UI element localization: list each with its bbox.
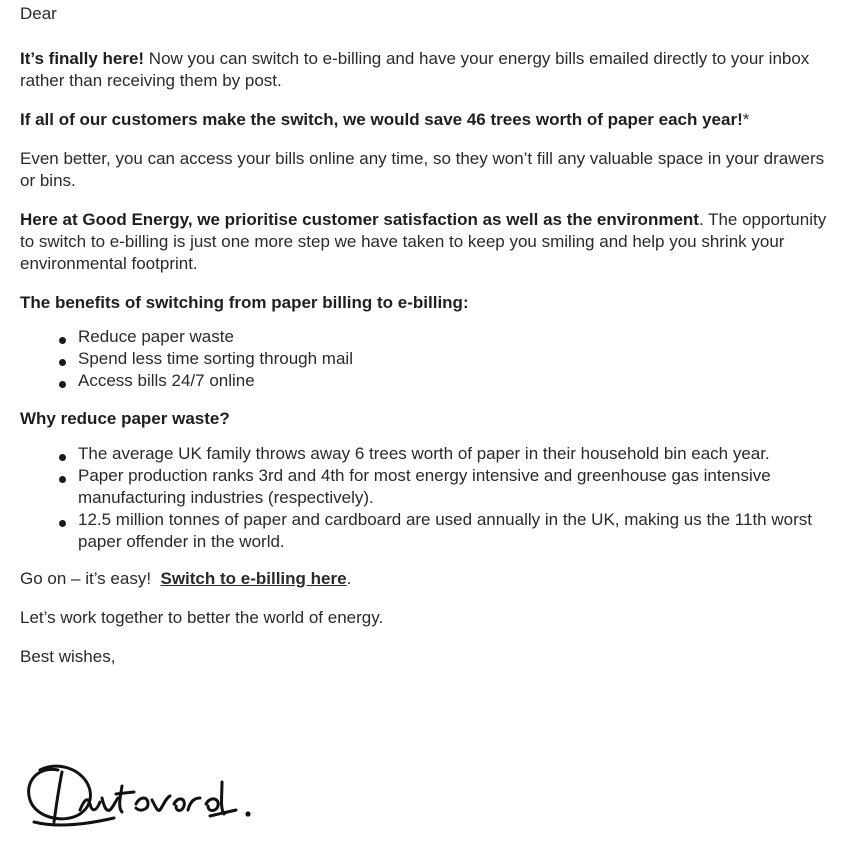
handwritten-signature [18,752,278,847]
priority-paragraph [20,209,840,275]
benefits-heading [20,292,840,314]
reasons-list [20,443,840,553]
savings-paragraph [20,109,840,131]
priority-text: . The opportunity to switch to e-billing is just one more step we have taken to keep you smiling and help you shrink your environmental footprint. [20,210,827,273]
switch-to-ebilling-link[interactable]: Switch to e-billing here [160,569,347,588]
benefits-list [20,326,840,392]
savings-statement: If all of our customers make the switch, we would save 46 trees worth of paper each year! [20,110,743,129]
cta-paragraph [20,568,840,590]
intro-headline: It’s finally here! [20,49,145,68]
even-better-paragraph: Even better, you can access your bills online any time, so they won’t fill any valuable space in your drawers or bins. [20,149,825,190]
list-item: Paper production ranks 3rd and 4th for most energy intensive and greenhouse gas intensive manufacturing industries (respectively). [78,465,840,509]
list-item: 12.5 million tonnes of paper and cardboard are used annually in the UK, making us the 11th worst paper offender in the world. [78,509,840,553]
reasons-heading-text: Why reduce paper waste? [20,409,230,428]
greeting: Dear [20,4,57,23]
list-item: Access bills 24/7 online [78,370,840,392]
email-letter [20,3,840,685]
list-item: Reduce paper waste [78,326,840,348]
intro-text: Now you can switch to e-billing and have your energy bills emailed directly to your inbox rather than receiving them by post. [20,49,810,90]
cta-suffix: . [346,569,352,588]
reasons-heading [20,408,840,430]
cta-prefix: Go on – it’s easy! [20,569,161,588]
intro-paragraph [20,48,840,92]
closing-line: Let’s work together to better the world of energy. [20,608,384,627]
priority-statement: Here at Good Energy, we prioritise customer satisfaction as well as the environment [20,210,699,229]
list-item: The average UK family throws away 6 trees worth of paper in their household bin each year. [78,443,840,465]
benefits-heading-text: The benefits of switching from paper billing to e-billing: [20,293,469,312]
list-item: Spend less time sorting through mail [78,348,840,370]
footnote-marker: * [742,110,750,129]
sign-off: Best wishes, [20,647,116,666]
